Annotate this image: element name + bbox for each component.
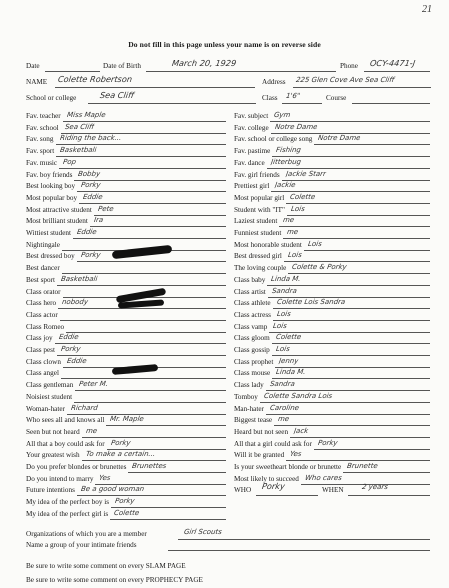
field-row xyxy=(26,112,61,121)
handwritten-answer: Pop xyxy=(62,157,77,166)
who-line xyxy=(256,495,318,496)
fill-line xyxy=(67,414,226,415)
handwritten-answer: Colette Sandra Lois xyxy=(263,391,333,400)
field-label: Fav. college xyxy=(234,123,269,132)
field-label: Noisiest student xyxy=(26,392,73,401)
orgs-label: Organizations of which you are a member xyxy=(26,530,147,538)
address-value: 225 Glen Cove Ave Sea Cliff xyxy=(295,76,395,84)
field-row xyxy=(26,440,105,449)
field-row xyxy=(26,288,61,297)
fill-line xyxy=(77,261,226,262)
field-row xyxy=(234,440,312,449)
field-row xyxy=(26,241,60,250)
fill-line xyxy=(279,226,430,227)
handwritten-answer: Who cares xyxy=(304,473,343,482)
field-row xyxy=(26,194,77,203)
handwritten-answer: Linda M. xyxy=(270,274,302,283)
field-label: Biggest tease xyxy=(234,416,273,425)
fill-line xyxy=(286,203,430,204)
name-line xyxy=(55,87,255,88)
field-row xyxy=(26,369,59,378)
field-label: Best looking boy xyxy=(26,182,76,191)
fill-line xyxy=(66,332,226,333)
field-label: Fav. music xyxy=(26,158,58,167)
handwritten-answer: Porky xyxy=(80,181,102,190)
fill-line xyxy=(73,238,226,239)
field-label: Man-hater xyxy=(234,404,264,413)
field-label: Most popular girl xyxy=(234,193,285,202)
fill-line xyxy=(273,308,430,309)
field-row xyxy=(234,276,265,285)
who-label: WHO xyxy=(234,486,252,494)
fill-line xyxy=(74,402,226,403)
field-row xyxy=(26,171,72,180)
fill-line xyxy=(58,308,226,309)
dob-value: March 20, 1929 xyxy=(171,58,237,68)
handwritten-answer: me xyxy=(286,228,300,236)
handwritten-answer: me xyxy=(277,415,290,424)
field-label: Most brilliant student xyxy=(26,217,88,226)
field-row xyxy=(26,381,73,390)
field-row xyxy=(234,334,270,343)
field-row xyxy=(26,393,72,402)
address-line xyxy=(293,87,431,88)
fill-line xyxy=(75,390,226,391)
field-row xyxy=(234,264,286,273)
name-value: Colette Robertson xyxy=(57,74,133,84)
handwritten-answer: Brunette xyxy=(346,462,379,470)
handwritten-answer: Sea Cliff xyxy=(64,122,95,131)
field-label: All that a girl could ask for xyxy=(234,439,312,448)
field-row xyxy=(234,288,266,297)
handwritten-answer: Jack xyxy=(293,426,309,435)
class-label: Class xyxy=(262,94,278,102)
handwritten-answer: Porky xyxy=(317,438,338,447)
footer-slam: Be sure to write some comment on every SLAM PAGE xyxy=(26,562,186,570)
handwritten-answer: Notre Dame xyxy=(317,134,362,143)
fill-line xyxy=(110,519,226,520)
field-label: Class vamp xyxy=(234,322,268,331)
handwritten-answer: Jitterbug xyxy=(270,157,302,166)
handwritten-answer: Lois xyxy=(276,309,292,318)
field-row xyxy=(26,276,55,285)
field-row xyxy=(234,358,273,367)
handwritten-answer: To make a certain... xyxy=(85,450,156,459)
handwritten-answer: Porky xyxy=(80,251,101,260)
handwritten-answer: Bobby xyxy=(77,169,102,178)
field-row xyxy=(234,194,284,203)
handwritten-answer: Lois xyxy=(272,321,288,330)
handwritten-answer: Colette xyxy=(275,333,302,342)
fill-line xyxy=(60,320,226,321)
handwritten-answer: Sandra xyxy=(269,380,296,389)
field-row xyxy=(26,206,92,215)
field-label: Most honorable student xyxy=(234,240,302,249)
fill-line xyxy=(343,472,430,473)
when-line xyxy=(348,495,430,496)
field-row xyxy=(26,159,57,168)
field-row xyxy=(26,498,109,507)
field-label: Wittiest student xyxy=(26,229,72,237)
handwritten-answer: Fishing xyxy=(275,146,302,155)
field-label: Prettiest girl xyxy=(234,182,270,191)
fill-line xyxy=(111,507,226,508)
handwritten-answer: Colette xyxy=(289,192,317,201)
field-label: Laziest student xyxy=(234,217,278,226)
intimate-line xyxy=(168,550,430,551)
field-label: Class clown xyxy=(26,357,61,366)
field-label: Fav. teacher xyxy=(26,112,61,120)
field-label: Class baby xyxy=(234,275,266,284)
handwritten-answer: Porky xyxy=(110,438,131,447)
handwritten-answer: Pete xyxy=(97,204,115,213)
field-row xyxy=(26,463,126,472)
date-label: Date xyxy=(26,62,40,70)
fill-line xyxy=(94,215,226,216)
field-label: Class artist xyxy=(234,287,266,296)
field-row xyxy=(234,112,268,121)
fill-line xyxy=(90,226,226,227)
field-row xyxy=(26,486,75,495)
field-label: Student with "IT" xyxy=(234,205,285,214)
field-label: Future intentions xyxy=(26,486,75,495)
field-label: Class actor xyxy=(26,310,58,319)
field-label: Heard but not seen xyxy=(234,427,289,436)
fill-line xyxy=(272,343,430,344)
field-row xyxy=(26,428,80,437)
page-notice: Do not fill in this page unless your name is on reverse side xyxy=(128,40,321,49)
field-label: My idea of the perfect boy is xyxy=(26,498,110,507)
orgs-value: Girl Scouts xyxy=(183,528,223,536)
phone-line xyxy=(364,71,430,72)
field-row xyxy=(234,182,269,191)
fill-line xyxy=(304,250,430,251)
course-line xyxy=(352,103,430,104)
handwritten-answer: Richard xyxy=(70,403,99,412)
field-row xyxy=(26,323,64,332)
who-value: Porky xyxy=(261,481,286,491)
handwritten-answer: Linda M. xyxy=(275,368,307,377)
field-row xyxy=(234,405,264,414)
field-label: Class actress xyxy=(234,310,271,319)
handwritten-answer: Sandra xyxy=(271,286,298,295)
field-row xyxy=(234,252,282,261)
fill-line xyxy=(287,215,430,216)
handwritten-answer: Gym xyxy=(273,111,292,119)
field-label: Class gossip xyxy=(234,346,270,354)
field-label: Class gentleman xyxy=(26,381,74,390)
field-label: Class mouse xyxy=(234,369,271,378)
field-label: Woman-hater xyxy=(26,404,65,413)
fill-line xyxy=(128,472,226,473)
field-row xyxy=(234,369,270,378)
handwritten-answer: Mr. Maple xyxy=(109,415,145,424)
field-row xyxy=(234,311,271,320)
field-label: Do you prefer blondes or brunettes xyxy=(26,463,127,471)
handwritten-answer: Brunettes xyxy=(131,462,168,470)
field-label: Fav. dance xyxy=(234,158,265,167)
field-row xyxy=(26,405,65,414)
handwritten-answer: nobody xyxy=(61,298,89,307)
fill-line xyxy=(288,273,430,274)
field-label: Class gloom xyxy=(234,334,270,343)
field-label: Fav. pastime xyxy=(234,147,271,156)
handwritten-answer: Yes xyxy=(98,473,112,482)
when-label: WHEN xyxy=(322,486,344,494)
field-label: Fav. boy friends xyxy=(26,170,73,179)
field-row xyxy=(26,217,88,226)
fill-line xyxy=(57,285,226,286)
field-row xyxy=(234,159,265,168)
fill-line xyxy=(272,378,430,379)
field-label: Most attractive student xyxy=(26,205,92,214)
handwritten-answer: Porky xyxy=(114,497,136,506)
fill-line xyxy=(267,285,430,286)
field-row xyxy=(26,147,54,156)
field-row xyxy=(234,217,277,226)
name-label: NAME xyxy=(26,78,48,86)
fill-line xyxy=(290,437,430,438)
class-value: 1'6" xyxy=(285,92,301,100)
field-label: Most popular boy xyxy=(26,193,78,202)
fill-line xyxy=(79,203,226,204)
field-label: Class lady xyxy=(234,381,264,390)
field-row xyxy=(26,346,55,355)
field-label: Class hero xyxy=(26,299,57,308)
fill-line xyxy=(270,121,430,122)
handwritten-answer: me xyxy=(282,216,296,225)
field-row xyxy=(234,416,272,425)
field-label: Class prophet xyxy=(234,357,274,366)
field-row xyxy=(234,171,280,180)
fill-line xyxy=(314,144,430,145)
page-number: 21 xyxy=(422,4,432,15)
fill-line xyxy=(266,390,430,391)
fill-line xyxy=(56,156,226,157)
fill-line xyxy=(62,273,226,274)
handwritten-answer: Eddie xyxy=(58,333,79,342)
class-line xyxy=(282,103,322,104)
field-label: My idea of the perfect girl is xyxy=(26,509,109,518)
field-row xyxy=(26,135,54,144)
field-row xyxy=(234,393,258,402)
field-label: The loving couple xyxy=(234,264,287,273)
field-label: Nightingale xyxy=(26,240,60,249)
field-label: Tomboy xyxy=(234,392,258,401)
field-label: Class angel xyxy=(26,369,59,378)
school-line xyxy=(88,103,256,104)
field-label: Best sport xyxy=(26,275,55,284)
field-row xyxy=(26,311,58,320)
field-row xyxy=(234,124,269,133)
field-row xyxy=(26,451,80,460)
field-row xyxy=(234,241,302,250)
field-row xyxy=(26,299,56,308)
fill-line xyxy=(260,402,430,403)
handwritten-answer: Lois xyxy=(287,251,303,260)
orgs-line xyxy=(178,539,430,540)
field-label: Fav. school xyxy=(26,123,59,132)
fill-line xyxy=(273,320,430,321)
field-row xyxy=(26,358,61,367)
field-row xyxy=(234,135,312,144)
handwritten-answer: Jenny xyxy=(278,356,300,365)
field-label: Your greatest wish xyxy=(26,451,80,460)
handwritten-answer: Eddie xyxy=(76,228,98,236)
field-row xyxy=(26,182,75,191)
field-label: Class athlete xyxy=(234,299,271,308)
fill-line xyxy=(272,156,430,157)
handwritten-answer: Caroline xyxy=(269,403,300,412)
handwritten-answer: Lois xyxy=(290,204,306,213)
handwritten-answer: Ira xyxy=(93,216,104,225)
handwritten-answer: Lois xyxy=(307,239,323,248)
field-row xyxy=(26,475,93,484)
handwritten-answer: Lois xyxy=(275,345,291,353)
field-row xyxy=(234,451,284,460)
fill-line xyxy=(106,425,226,426)
handwritten-answer: Jackie xyxy=(274,181,297,190)
field-label: Best dressed boy xyxy=(26,252,75,261)
fill-line xyxy=(63,121,226,122)
field-row xyxy=(26,124,59,133)
fill-line xyxy=(272,355,430,356)
handwritten-answer: Peter M. xyxy=(78,380,109,389)
handwritten-answer: Notre Dame xyxy=(274,122,318,131)
handwritten-answer: Eddie xyxy=(66,356,88,365)
field-row xyxy=(234,381,264,390)
handwritten-answer: Jackie Starr xyxy=(285,169,327,178)
field-label: Class joy xyxy=(26,334,53,343)
field-label: Most likely to succeed xyxy=(234,474,299,483)
field-label: Best dancer xyxy=(26,264,60,273)
handwritten-answer: Eddie xyxy=(82,192,104,201)
field-row xyxy=(26,264,60,273)
when-value: 2 years xyxy=(361,483,389,491)
field-label: Will it be granted xyxy=(234,451,285,460)
field-label: Class orator xyxy=(26,287,61,296)
field-row xyxy=(26,416,104,425)
phone-label: Phone xyxy=(340,62,358,70)
fill-line xyxy=(314,449,430,450)
field-row xyxy=(234,147,270,156)
date-line xyxy=(45,71,100,72)
field-label: Fav. song xyxy=(26,135,54,144)
footer-prophecy: Be sure to write some comment on every PROPHECY PAGE xyxy=(26,576,203,584)
field-label: Seen but not heard xyxy=(26,427,80,436)
field-label: Funniest student xyxy=(234,229,282,237)
field-row xyxy=(26,334,53,343)
handwritten-answer: Basketball xyxy=(60,274,98,283)
field-label: Who sees all and knows all xyxy=(26,416,105,425)
fill-line xyxy=(57,355,226,356)
field-row xyxy=(234,229,281,238)
handwritten-answer: me xyxy=(85,426,98,435)
fill-line xyxy=(283,238,430,239)
field-row xyxy=(234,206,285,215)
handwritten-answer: Colette & Porky xyxy=(291,263,348,272)
field-label: Class Romeo xyxy=(26,322,65,331)
handwritten-answer: Be a good woman xyxy=(80,485,145,494)
handwritten-answer: Colette Lois Sandra xyxy=(275,298,346,307)
handwritten-answer: Riding the back... xyxy=(58,134,122,143)
intimate-label: Name a group of your intimate friends xyxy=(26,541,137,549)
field-label: Fav. sport xyxy=(26,147,55,156)
field-row xyxy=(26,252,75,261)
field-row xyxy=(234,346,270,355)
handwritten-answer: Colette xyxy=(113,508,141,517)
scribble-mark xyxy=(112,364,158,375)
field-label: Fav. subject xyxy=(234,112,269,120)
handwritten-answer: Basketball xyxy=(59,146,98,155)
school-value: Sea Cliff xyxy=(99,90,135,100)
field-label: Is your sweetheart blonde or brunette xyxy=(234,463,342,471)
dob-line xyxy=(146,71,336,72)
field-row xyxy=(26,510,108,519)
school-label: School or college xyxy=(26,94,77,102)
dob-label: Date of Birth xyxy=(103,62,141,70)
fill-line xyxy=(77,495,226,496)
field-label: Best dressed girl xyxy=(234,252,282,261)
fill-line xyxy=(59,168,226,169)
fill-line xyxy=(282,180,430,181)
field-row xyxy=(26,229,71,238)
field-label: Fav. girl friends xyxy=(234,170,280,179)
scribble-mark xyxy=(112,245,173,259)
field-label: Fav. school or college song xyxy=(234,135,313,144)
field-label: All that a boy could ask for xyxy=(26,439,105,448)
handwritten-answer: Yes xyxy=(289,450,303,459)
field-label: Do you intend to marry xyxy=(26,474,94,483)
address-label: Address xyxy=(262,78,286,86)
field-row xyxy=(234,428,288,437)
fill-line xyxy=(266,414,430,415)
field-row xyxy=(234,299,271,308)
fill-line xyxy=(267,168,430,169)
course-label: Course xyxy=(326,94,347,102)
field-label: Class pest xyxy=(26,346,55,354)
phone-value: OCY-4471-J xyxy=(369,58,416,68)
field-row xyxy=(234,463,341,472)
fill-line xyxy=(82,437,226,438)
handwritten-answer: Miss Maple xyxy=(66,111,106,119)
handwritten-answer: Porky xyxy=(60,345,82,353)
field-row xyxy=(234,323,267,332)
